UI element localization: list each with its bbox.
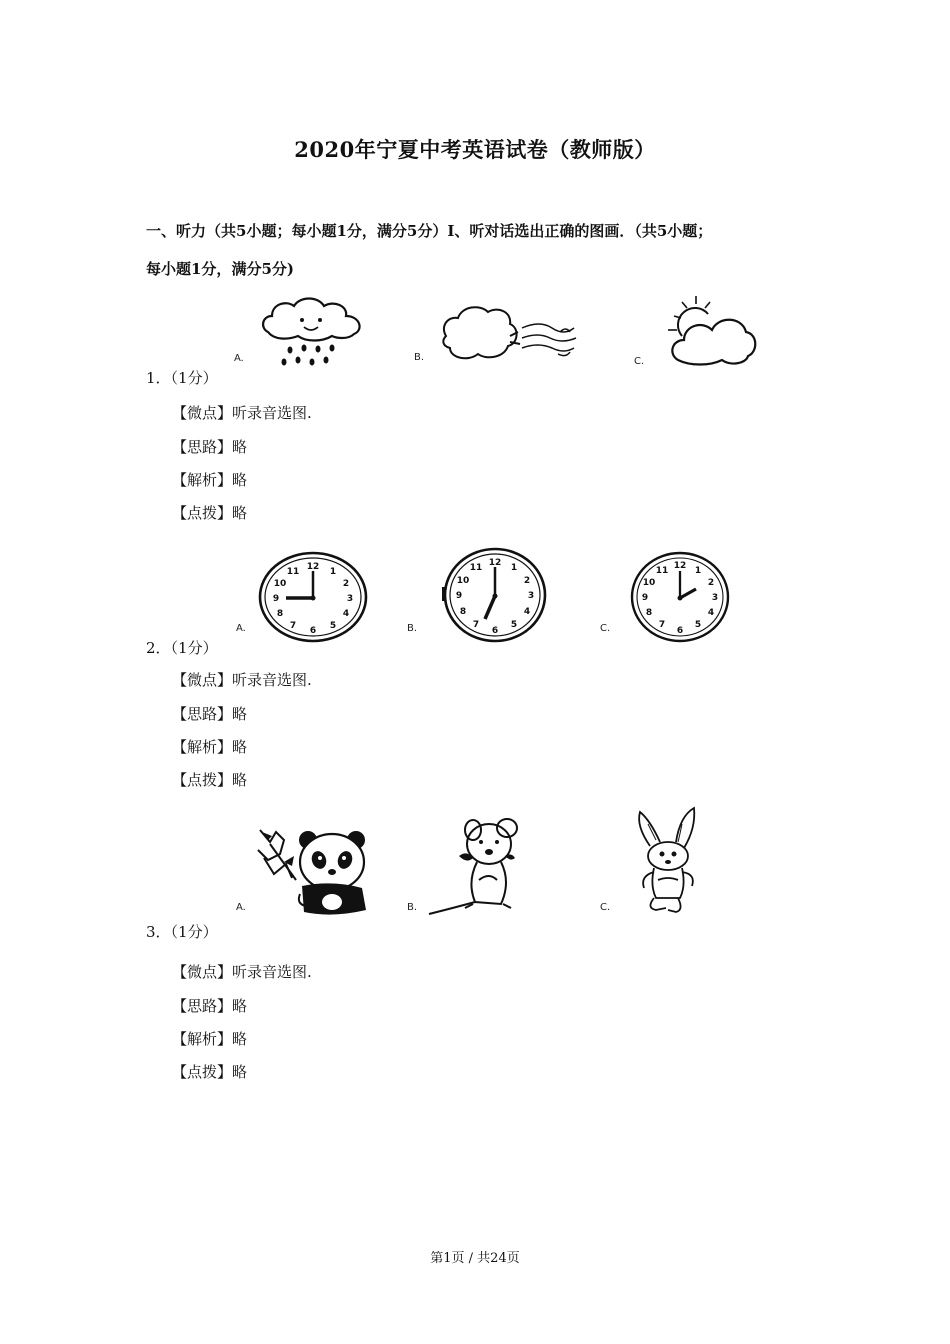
rabbit-icon: [620, 806, 720, 918]
option-letter: A.: [236, 902, 246, 913]
option-letter: B.: [407, 623, 418, 634]
svg-text:12: 12: [673, 561, 687, 571]
svg-text:5: 5: [329, 621, 337, 631]
option-b[interactable]: [405, 545, 565, 655]
note-dianbo: 【点拨】略: [172, 771, 248, 789]
svg-text:11: 11: [286, 567, 300, 577]
option-a[interactable]: [230, 806, 390, 916]
svg-text:12: 12: [306, 562, 320, 572]
svg-text:11: 11: [655, 566, 669, 576]
option-b[interactable]: [410, 290, 580, 400]
svg-text:2: 2: [523, 576, 531, 586]
note-jiexi: 【解析】略: [172, 738, 248, 756]
option-letter: C.: [634, 356, 645, 367]
note-weidian: 【微点】听录音选图.: [172, 404, 312, 422]
svg-text:4: 4: [342, 609, 350, 619]
svg-text:9: 9: [641, 593, 649, 603]
svg-text:7: 7: [658, 620, 666, 630]
question-number: 3．（1分）: [146, 923, 218, 941]
svg-text:2: 2: [342, 579, 350, 589]
clock-six-icon: [443, 547, 547, 643]
svg-text:9: 9: [272, 594, 280, 604]
question-3-options: [230, 806, 750, 916]
svg-text:10: 10: [273, 579, 287, 589]
note-silu: 【思路】略: [172, 438, 248, 456]
option-c[interactable]: [598, 806, 758, 916]
svg-text:5: 5: [510, 620, 518, 630]
note-weidian: 【微点】听录音选图.: [172, 671, 312, 689]
svg-text:8: 8: [276, 609, 284, 619]
svg-text:1: 1: [510, 563, 518, 573]
svg-text:5: 5: [694, 620, 702, 630]
svg-text:4: 4: [707, 608, 715, 618]
svg-text:7: 7: [289, 621, 297, 631]
note-weidian: 【微点】听录音选图.: [172, 963, 312, 981]
svg-text:10: 10: [456, 576, 470, 586]
svg-text:1: 1: [694, 566, 702, 576]
note-dianbo: 【点拨】略: [172, 1063, 248, 1081]
svg-text:6: 6: [491, 626, 499, 636]
question-1-options: [230, 290, 750, 400]
svg-text:4: 4: [523, 607, 531, 617]
question-number: 1．（1分）: [146, 369, 218, 387]
option-b[interactable]: [405, 806, 565, 916]
svg-text:3: 3: [346, 594, 354, 604]
sun-cloud-icon: [660, 294, 760, 374]
svg-text:12: 12: [488, 558, 502, 568]
clock-nine-icon: [258, 551, 368, 643]
mouse-icon: [423, 816, 553, 916]
page-footer: 第1页 / 共24页: [430, 1251, 520, 1266]
note-silu: 【思路】略: [172, 997, 248, 1015]
svg-text:1: 1: [329, 567, 337, 577]
svg-text:8: 8: [645, 608, 653, 618]
svg-text:11: 11: [469, 563, 483, 573]
svg-text:2: 2: [707, 578, 715, 588]
option-a[interactable]: [230, 545, 390, 655]
wind-cloud-icon: [440, 302, 580, 372]
page-title: 2020年宁夏中考英语试卷（教师版）: [294, 137, 656, 162]
svg-text:3: 3: [527, 591, 535, 601]
option-c[interactable]: [598, 545, 758, 655]
option-letter: A.: [234, 353, 244, 364]
option-letter: C.: [600, 902, 611, 913]
note-jiexi: 【解析】略: [172, 1030, 248, 1048]
option-letter: B.: [414, 352, 425, 363]
section-heading-line-2: 每小题1分，满分5分): [146, 260, 294, 278]
option-letter: C.: [600, 623, 611, 634]
svg-text:3: 3: [711, 593, 719, 603]
svg-text:8: 8: [459, 607, 467, 617]
note-dianbo: 【点拨】略: [172, 504, 248, 522]
section-heading: [146, 212, 836, 288]
svg-text:10: 10: [642, 578, 656, 588]
note-jiexi: 【解析】略: [172, 471, 248, 489]
option-letter: A.: [236, 623, 246, 634]
panda-icon: [256, 820, 386, 920]
option-a[interactable]: [230, 290, 390, 400]
option-letter: B.: [407, 902, 418, 913]
svg-text:7: 7: [472, 620, 480, 630]
question-2-options: [230, 545, 750, 655]
svg-text:9: 9: [455, 591, 463, 601]
note-silu: 【思路】略: [172, 705, 248, 723]
clock-two-icon: [630, 551, 730, 643]
svg-text:6: 6: [676, 626, 684, 636]
option-c[interactable]: [630, 290, 760, 400]
question-number: 2．（1分）: [146, 639, 218, 657]
svg-text:6: 6: [309, 626, 317, 636]
section-heading-line-1: 一、听力（共5小题；每小题1分，满分5分）Ⅰ、听对话选出正确的图画．（共5小题；: [146, 222, 713, 240]
rain-cloud-icon: [260, 294, 370, 374]
